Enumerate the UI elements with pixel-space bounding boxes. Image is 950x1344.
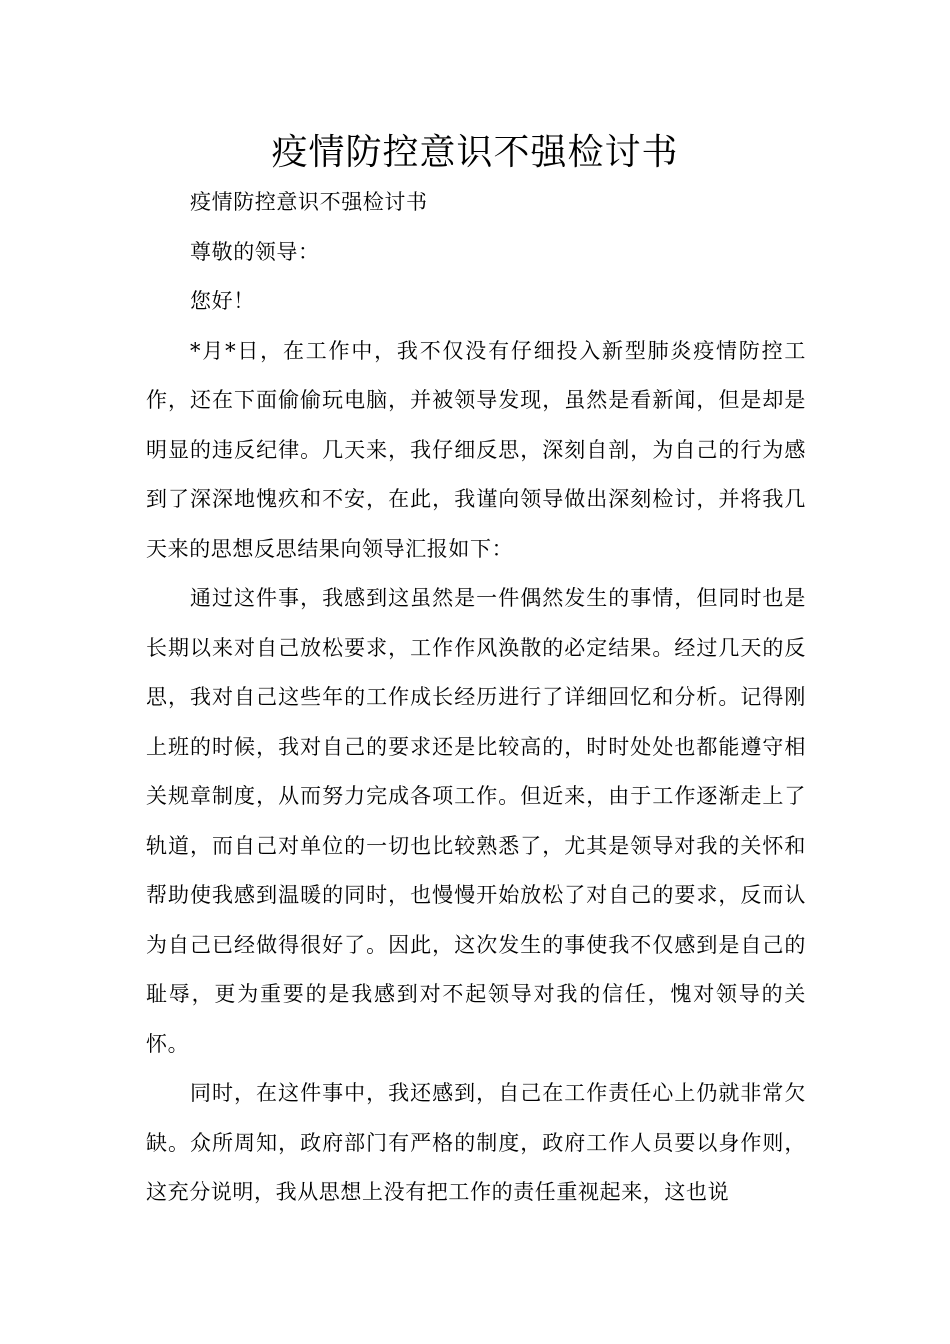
salutation-paragraph: 尊敬的领导：: [190, 239, 320, 264]
body-paragraph: 同时，在这件事中，我还感到，自己在工作责任心上仍就非常欠缺。众所周知，政府部门有严格的制度，政府工作人员要以身作则，这充分说明，我从思想上没有把工作的责任重视起来，这也说: [146, 1081, 806, 1204]
body-paragraph: 通过这件事，我感到这虽然是一件偶然发生的事情，但同时也是长期以来对自己放松要求，工作作风涣散的必定结果。经过几天的反思，我对自己这些年的工作成长经历进行了详细回忆和分析。记得刚上班的时候，我对自己的要求还是比较高的，时时处处也都能遵守相关规章制度，从而努力完成各项工作。但近来，由于工作逐渐走上了轨道，而自己对单位的一切也比较熟悉了，尤其是领导对我的关怀和帮助使我感到温暖的同时，也慢慢开始放松了对自己的要求，反而认为自己已经做得很好了。因此，这次发生的事使我不仅感到是自己的耻辱，更为重要的是我感到对不起领导对我的信任，愧对领导的关怀。: [146, 586, 806, 1056]
subtitle-paragraph: 疫情防控意识不强检讨书: [190, 190, 428, 214]
greeting-paragraph: 您好！: [190, 289, 255, 313]
body-paragraph: *月*日，在工作中，我不仅没有仔细投入新型肺炎疫情防控工作，还在下面偷偷玩电脑，并被领导发现，虽然是看新闻，但是却是明显的违反纪律。几天来，我仔细反思，深刻自剖，为自己的行为感到了深深地愧疚和不安，在此，我谨向领导做出深刻检讨，并将我几天来的思想反思结果向领导汇报如下：: [146, 338, 806, 561]
document-body: [146, 178, 806, 1218]
document-title: 疫情防控意识不强检讨书: [271, 132, 679, 173]
